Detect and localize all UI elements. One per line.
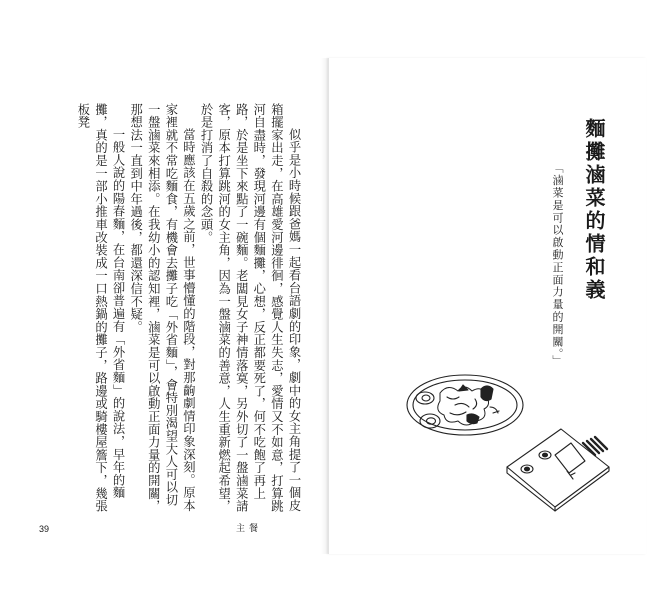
page-number: 39 [39,524,50,534]
paragraph-2: 當時應該在五歲之前，世事懵懂的階段，對那齣劇情印象深刻。原本家裡就不常吃麵食，有機會去攤子吃「外省麵」，會特別渴望大人可以切一盤滷菜來相添。在我幼小的認知裡，滷菜是可以啟動正面力量的開關，那想法一直到中年過後，都還深信不疑。 [128,103,196,513]
chapter-subtitle-quote: 「滷菜是可以啟動正面力量的開關。」 [551,162,564,368]
paragraph-3: 一般人說的陽春麵，在台南卻普遍有「外省麵」的說法，早年的麵攤，真的是一部小推車改裝成一口熱鍋的攤子，路邊或騎樓屋簷下，幾張板凳 [75,103,126,513]
running-head: 主餐 [236,524,263,534]
chapter-title: 麵攤滷菜的情和義 [582,118,606,302]
left-page [8,58,321,554]
body-text [24,103,302,515]
paragraph-1: 似乎是小時候跟爸媽一起看台語劇的印象，劇中的女主角提了一個皮箱擺家出走，在高雄愛河邊徘徊，感覺人生失志，愛情又不如意，打算跳河自盡時，發現河邊有個麵攤，心想，反正都要死了，何不吃飽了再上路，於是坐下來點了一碗麵。老闆見女子神情落寞，另外切了一盤滷菜請客，原本打算跳河的女主角，因為一盤滷菜的善意，人生重新燃起希望，於是打消了自殺的念頭。 [199,103,301,513]
plate-outline [407,375,523,435]
right-page [328,58,646,554]
noodle-stall-sketch-illustration [395,363,625,513]
book-gutter [321,58,328,554]
